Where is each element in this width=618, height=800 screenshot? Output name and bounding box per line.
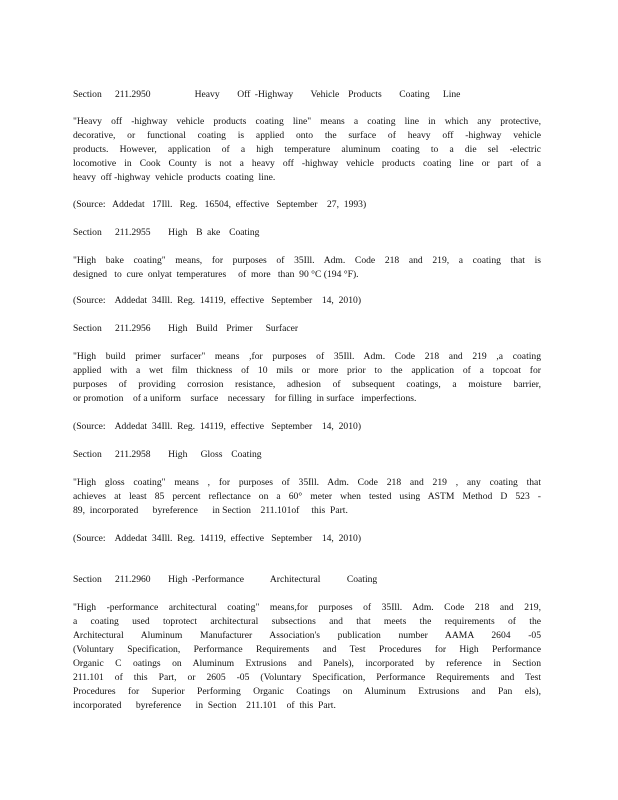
section-heading	[73, 226, 541, 240]
body-line: "High -performance architectural coating" means,for purposes of 35Ill. Adm. Code 218 and 219,	[73, 602, 541, 613]
body-line: incorporated byreference in Section 211.101 of this Part.	[73, 700, 336, 711]
body-line: 89, incorporated byreference in Section 211.101of this Part.	[73, 505, 348, 516]
body-line: "Heavy off -highway vehicle products coating line" means a coating line in which any protective,	[73, 116, 541, 127]
source-note	[73, 198, 541, 212]
section-heading	[73, 88, 541, 102]
section-heading	[73, 448, 541, 462]
section-heading	[73, 573, 541, 587]
body-line: Procedures for Superior Performing Organic Coatings on Aluminum Extrusions and Pan els),	[73, 686, 541, 697]
section-body	[73, 601, 541, 713]
source-note-text: (Source: Addedat 34Ill. Reg. 14119, effective September 14, 2010)	[73, 533, 362, 544]
body-line: purposes of providing corrosion resistance, adhesion of subsequent coatings, a moisture barrier,	[73, 379, 541, 390]
section-body	[73, 350, 541, 406]
body-line: "High bake coating" means, for purposes of 35Ill. Adm. Code 218 and 219, a coating that is	[73, 255, 541, 266]
section-heading-text: Section 211.2958 High Gloss Coating	[73, 449, 262, 460]
section-heading-text: Section 211.2950 Heavy Off -Highway Vehicle Products Coating Line	[73, 89, 461, 100]
section-body	[73, 115, 541, 185]
body-line: 211.101 of this Part, or 2605 -05 (Voluntary Specification, Performance Requirements and Test	[73, 672, 541, 683]
body-line: Organic C oatings on Aluminum Extrusions and Panels), incorporated by reference in Section	[73, 658, 541, 669]
body-line: locomotive in Cook County is not a heavy off -highway vehicle products coating line or part of a	[73, 158, 541, 169]
section-body	[73, 254, 541, 282]
section-body	[73, 476, 541, 518]
body-line: products. However, application of a high temperature aluminum coating to a die sel -electric	[73, 144, 541, 155]
section-heading-text: Section 211.2955 High B ake Coating	[73, 227, 260, 238]
source-note-text: (Source: Addedat 34Ill. Reg. 14119, effective September 14, 2010)	[73, 421, 362, 432]
section-heading	[73, 322, 541, 336]
body-line: (Voluntary Specification, Performance Requirements and Test Procedures for High Performance	[73, 644, 541, 655]
body-line: heavy off -highway vehicle products coating line.	[73, 172, 276, 183]
body-line: decorative, or functional coating is applied onto the surface of heavy off -highway vehicle	[73, 130, 541, 141]
body-line: designed to cure onlyat temperatures of more than 90 °C (194 °F).	[73, 269, 359, 280]
source-note	[73, 294, 541, 308]
source-note-text: (Source: Addedat 34Ill. Reg. 14119, effective September 14, 2010)	[73, 295, 362, 306]
section-heading-text: Section 211.2960 High -Performance Architectural Coating	[73, 574, 378, 585]
body-line: "High gloss coating" means , for purposes of 35Ill. Adm. Code 218 and 219 , any coating that	[73, 477, 541, 488]
body-line: applied with a wet film thickness of 10 mils or more prior to the application of a topcoat for	[73, 365, 541, 376]
source-note-text: (Source: Addedat 17Ill. Reg. 16504, effective September 27, 1993)	[73, 199, 367, 210]
body-line: Architectural Aluminum Manufacturer Association's publication number AAMA 2604 -05	[73, 630, 541, 641]
body-line: "High build primer surfacer" means ,for purposes of 35Ill. Adm. Code 218 and 219 ,a coating	[73, 351, 541, 362]
source-note	[73, 532, 541, 546]
source-note	[73, 420, 541, 434]
body-line: or promotion of a uniform surface necessary for filling in surface imperfections.	[73, 393, 417, 404]
body-line: a coating used toprotect architectural subsections and that meets the requirements of the	[73, 616, 541, 627]
section-heading-text: Section 211.2956 High Build Primer Surfacer	[73, 323, 299, 334]
body-line: achieves at least 85 percent reflectance on a 60° meter when tested using ASTM Method D 523 -	[73, 491, 541, 502]
